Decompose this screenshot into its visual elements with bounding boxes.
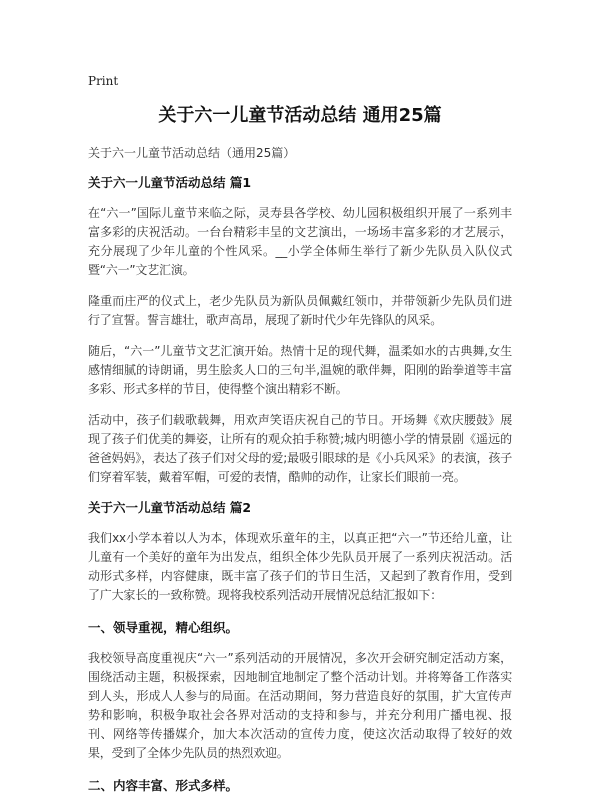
document-title: 关于六一儿童节活动总结 通用25篇 bbox=[158, 105, 442, 126]
paragraph: 随后，“六一”儿童节文艺汇演开始。热情十足的现代舞，温柔如水的古典舞,女生感情细腻的诗朗诵，男生脍炙人口的三句半,温婉的歌伴舞，阳刚的跆拳道等丰富多彩、形式多样的节目，使得整个演出精彩不断。 bbox=[88, 344, 512, 396]
section-heading-1: 关于六一儿童节活动总结 篇1 bbox=[88, 175, 252, 190]
subsection-heading-2: 二、内容丰富、形式多样。 bbox=[88, 778, 239, 793]
document-subtitle: 关于六一儿童节活动总结（通用25篇） bbox=[88, 146, 296, 160]
print-link[interactable]: Print bbox=[88, 74, 119, 88]
paragraph: 活动中，孩子们载歌载舞，用欢声笑语庆祝自己的节日。开场舞《欢庆腰鼓》展现了孩子们优美的舞姿，让所有的观众拍手称赞;城内明德小学的情景剧《遥远的爸爸妈妈》，表达了孩子们对父母的爱;最吸引眼球的是《小兵风采》的表演，孩子们穿着军装，戴着军帽，可爱的表情，酷帅的动作，让家长们眼前一亮。 bbox=[88, 413, 512, 484]
paragraph: 隆重而庄严的仪式上，老少先队员为新队员佩戴红领巾，并带领新少先队员们进行了宣誓。誓言雄壮，歌声高昂，展现了新时代少年先锋队的风采。 bbox=[88, 294, 512, 327]
paragraph: 在“六一”国际儿童节来临之际，灵寿县各学校、幼儿园积极组织开展了一系列丰富多彩的庆祝活动。一台台精彩丰呈的文艺演出，一场场丰富多彩的才艺展示，充分展现了少年儿童的个性风采。__小学全体师生举行了新少先队员入队仪式暨“六一”文艺汇演。 bbox=[88, 206, 512, 277]
paragraph: 我校领导高度重视庆“六一”系列活动的开展情况，多次开会研究制定活动方案，围绕活动主题，积极探索，因地制宜地制定了整个活动计划。并将筹备工作落实到人头，形成人人参与的局面。在活动期间，努力营造良好的氛围，扩大宣传声势和影响，积极争取社会各界对活动的支持和参与，并充分利用广播电视、报刊、网络等传播媒介，加大本次活动的宣传力度，使这次活动取得了较好的效果，受到了全体少先队员的热烈欢迎。 bbox=[88, 651, 512, 760]
section-heading-2: 关于六一儿童节活动总结 篇2 bbox=[88, 500, 252, 515]
subsection-heading-1: 一、领导重视，精心组织。 bbox=[88, 620, 239, 635]
paragraph: 我们xx小学本着以人为本，体现欢乐童年的主，以真正把“六一”节还给儿童，让儿童有一个美好的童年为出发点，组织全体少先队员开展了一系列庆祝活动。活动形式多样，内容健康，既丰富了孩子们的节日生活，又起到了教育作用，受到了广大家长的一致称赞。现将我校系列活动开展情况总结汇报如下： bbox=[88, 531, 512, 602]
